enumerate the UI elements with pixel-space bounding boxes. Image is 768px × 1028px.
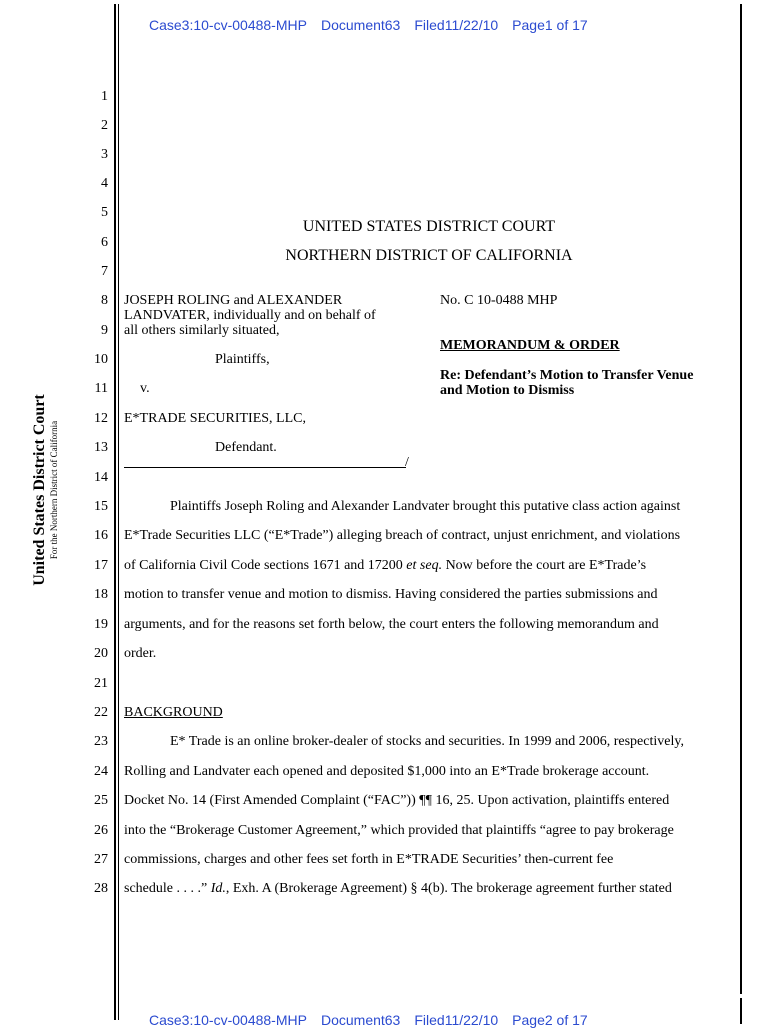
body-text: schedule . . . .” — [124, 881, 211, 896]
line-number: 6 — [101, 235, 108, 250]
line-number: 18 — [94, 587, 108, 602]
line-number: 25 — [94, 793, 108, 808]
case-number: Case3:10-cv-00488-MHP — [149, 1012, 307, 1028]
body-line: E*Trade Securities LLC (“E*Trade”) alleging breach of contract, unjust enrichment, and violations — [124, 528, 681, 543]
body-italic: Id. — [210, 881, 226, 896]
body-italic: et seq. — [406, 558, 443, 573]
line-number: 24 — [94, 764, 108, 779]
line-number: 23 — [94, 734, 108, 749]
left-margin-rule-inner — [118, 4, 119, 1020]
body-line: arguments, and for the reasons set forth below, the court enters the following memorandum and — [124, 617, 659, 632]
caption-slash: / — [405, 455, 409, 470]
line-number: 27 — [94, 852, 108, 867]
body-line: E* Trade is an online broker-dealer of stocks and securities. In 1999 and 2006, respectively, — [170, 734, 684, 749]
line-number: 9 — [101, 323, 108, 338]
line-number: 19 — [94, 617, 108, 632]
re-line1: Re: Defendant’s Motion to Transfer Venue — [440, 368, 694, 383]
line-number: 28 — [94, 881, 108, 896]
line-number: 11 — [94, 381, 108, 396]
plaintiffs-names-line2: LANDVATER, individually and on behalf of — [124, 308, 376, 323]
line-number: 8 — [101, 293, 108, 308]
line-number: 10 — [94, 352, 108, 367]
body-line: Docket No. 14 (First Amended Complaint (“FAC”)) ¶¶ 16, 25. Upon activation, plaintiffs entered — [124, 793, 670, 808]
re-line2: and Motion to Dismiss — [440, 383, 575, 398]
court-sidebar — [20, 380, 70, 600]
line-number: 5 — [101, 205, 108, 220]
body-line: motion to transfer venue and motion to dismiss. Having considered the parties submissions and — [124, 587, 658, 602]
line-number: 4 — [101, 176, 108, 191]
page-number: Page2 of 17 — [512, 1012, 588, 1028]
right-margin-rule — [740, 4, 742, 994]
line-number: 2 — [101, 118, 108, 133]
body-line — [124, 881, 672, 897]
document-number: Document63 — [320, 17, 401, 33]
line-number: 26 — [94, 823, 108, 838]
body-line: commissions, charges and other fees set forth in E*TRADE Securities’ then-current fee — [124, 852, 614, 867]
line-number: 21 — [94, 676, 108, 691]
body-text: Now before the court are E*Trade’s — [442, 558, 647, 573]
document-number: Document63 — [320, 1012, 401, 1028]
case-number: Case3:10-cv-00488-MHP — [149, 17, 307, 33]
body-line: Plaintiffs Joseph Roling and Alexander Landvater brought this putative class action against — [170, 499, 681, 514]
body-line: order. — [124, 646, 157, 661]
line-number: 22 — [94, 705, 108, 720]
defendant-name: E*TRADE SECURITIES, LLC, — [124, 411, 306, 426]
line-number: 13 — [94, 440, 108, 455]
line-number: 14 — [94, 470, 108, 485]
court-title: UNITED STATES DISTRICT COURT — [302, 218, 556, 235]
line-number: 15 — [94, 499, 108, 514]
sidebar-court-name: United States District Court — [31, 394, 48, 586]
filed-date: Filed11/22/10 — [414, 17, 499, 33]
court-district: NORTHERN DISTRICT OF CALIFORNIA — [285, 247, 573, 264]
document-title: MEMORANDUM & ORDER — [440, 338, 620, 353]
defendant-label: Defendant. — [215, 440, 277, 455]
versus-label: v. — [140, 381, 150, 396]
body-line — [124, 558, 646, 574]
filing-header — [149, 17, 588, 33]
case-no: No. C 10-0488 MHP — [440, 293, 558, 308]
body-line: Rolling and Landvater each opened and deposited $1,000 into an E*Trade brokerage account. — [124, 764, 650, 779]
page-number: Page1 of 17 — [512, 17, 588, 33]
plaintiffs-label: Plaintiffs, — [215, 352, 270, 367]
plaintiffs-names-line3: all others similarly situated, — [124, 323, 280, 338]
line-number: 12 — [94, 411, 108, 426]
line-number: 1 — [101, 89, 108, 104]
line-number: 7 — [101, 264, 108, 279]
plaintiffs-names-line1: JOSEPH ROLING and ALEXANDER — [124, 293, 343, 308]
body-text: , Exh. A (Brokerage Agreement) § 4(b). The brokerage agreement further stated — [225, 881, 672, 896]
filed-date: Filed11/22/10 — [414, 1012, 499, 1028]
body-line: into the “Brokerage Customer Agreement,” which provided that plaintiffs “agree to pay brokerage — [124, 823, 674, 838]
line-number: 17 — [94, 558, 108, 573]
line-number: 3 — [101, 147, 108, 162]
body-text: of California Civil Code sections 1671 and 17200 — [124, 558, 407, 573]
line-number: 16 — [94, 528, 108, 543]
next-page-header — [149, 1012, 588, 1028]
line-number: 20 — [94, 646, 108, 661]
sidebar-district: For the Northern District of California — [49, 420, 59, 560]
caption-divider — [124, 467, 406, 468]
left-margin-rule — [114, 4, 116, 1020]
background-heading: BACKGROUND — [124, 705, 223, 720]
right-margin-rule-next — [740, 998, 742, 1024]
